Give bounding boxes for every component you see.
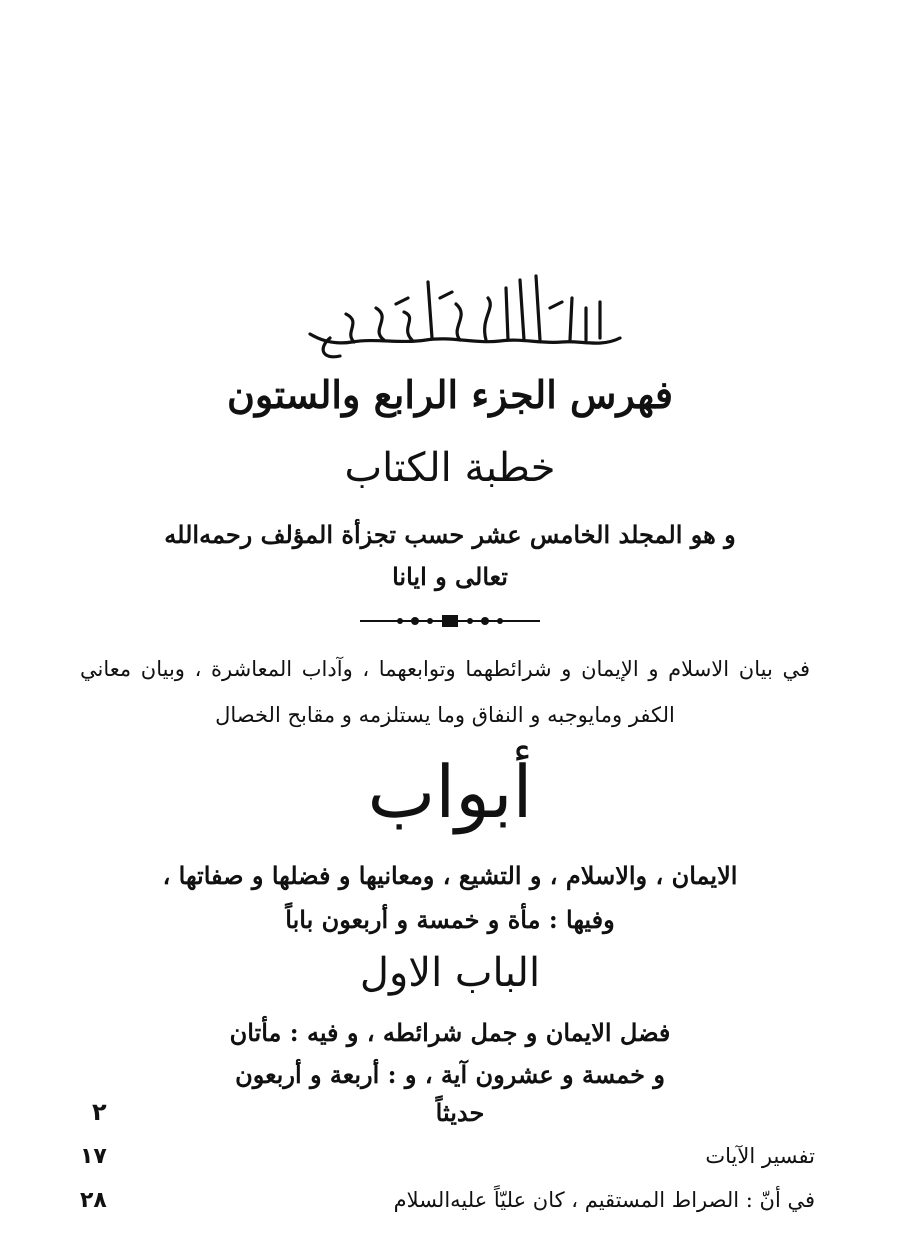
abwab-desc-line1: الايمان ، والاسلام ، و التشيع ، ومعانيها و فضلها و صفاتها ، — [162, 861, 738, 890]
chapter-title: الباب الاول — [359, 950, 541, 996]
chapter-page-number: ٢ — [92, 1098, 107, 1126]
volume-note — [0, 514, 900, 598]
chapter-desc-line1: فضل الايمان و جمل شرائطه ، و فيه : مأتان — [229, 1018, 671, 1047]
ornamental-divider-icon — [360, 612, 540, 630]
toc-entry-title: في أنّ : الصراط المستقيم ، كان عليّاً عليه‌السلام — [393, 1188, 815, 1212]
volume-note-line2: تعالى و ايانا — [392, 562, 508, 591]
toc-entry[interactable] — [80, 1180, 815, 1220]
volume-note-line1: و هو المجلد الخامس عشر حسب تجزأة المؤلف رحمه‌الله — [164, 520, 736, 549]
basmala-calligraphy-icon — [300, 268, 630, 364]
toc-entry-page: ١٧ — [80, 1143, 107, 1169]
toc-entry-title: تفسير الآيات — [705, 1144, 815, 1168]
abwab-desc-line2: وفيها : مأة و خمسة و أربعون باباً — [285, 905, 615, 934]
chapter-desc-line2: و خمسة و عشرون آية ، و : أربعة و أربعون — [235, 1060, 665, 1089]
hadith-label: حديثاً — [435, 1098, 485, 1127]
sermon-title: خطبة الكتاب — [344, 445, 556, 491]
chapter-description — [0, 1012, 900, 1096]
toc-entry-page: ٢٨ — [80, 1187, 107, 1213]
basmala-calligraphy — [300, 268, 630, 364]
index-title: فهرس الجزء الرابع والستون — [226, 372, 674, 417]
intro-paragraph: في بيان الاسلام و الإيمان و شرائطهما وتوابعهما ، وآداب المعاشرة ، وبيان معاني الكفر ومايوجبه و النفاق وما يستلزمه و مقابح الخصال — [80, 657, 810, 727]
abwab-title: أبواب — [367, 750, 533, 834]
abwab-description — [0, 854, 900, 942]
toc-entry[interactable] — [80, 1136, 815, 1176]
